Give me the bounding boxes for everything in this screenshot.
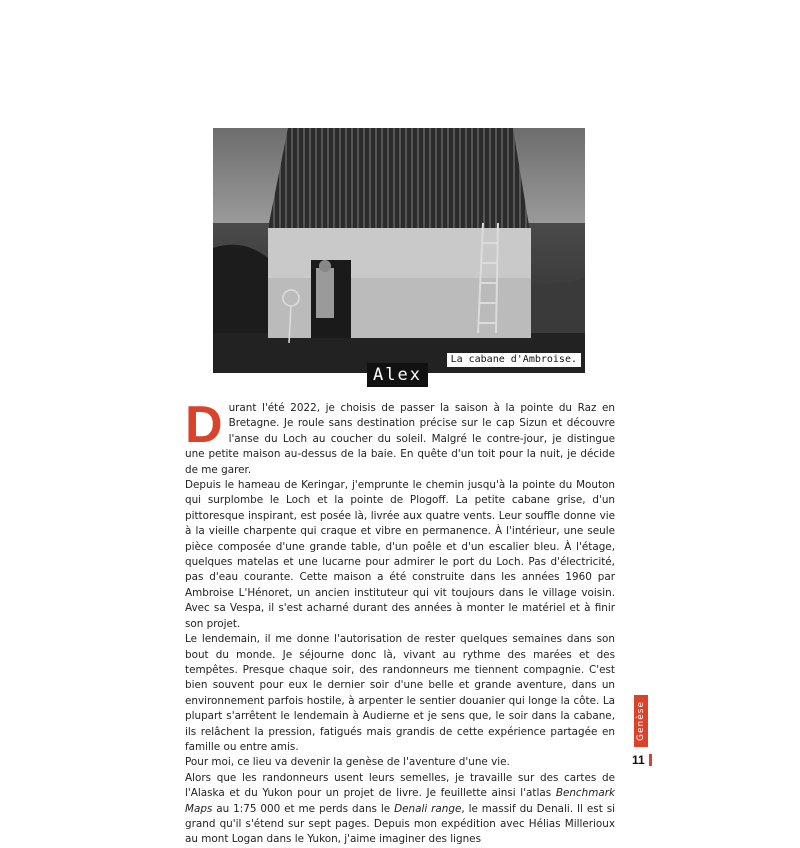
paragraph-4: Pour moi, ce lieu va devenir la genèse de l'aventure d'une vie. (185, 756, 510, 769)
paragraph-1 (185, 396, 615, 478)
article-body (185, 396, 616, 848)
paragraph-5-part1: Alors que les randonneurs usent leurs semelles, je travaille sur des cartes de l'Alaska et du Yukon pour un projet de livre. Je feuillette ainsi l'atlas (185, 771, 615, 800)
paragraph-5-part3: , le massif du Denali. Il est si grand qu'il s'étend sur sept pages. Depuis mon expédition avec Hélias Millerioux au mont Logan dans le Yukon, j'aime imaginer des lignes (185, 802, 616, 846)
page-number: 11 (632, 753, 645, 767)
paragraph-3: Le lendemain, il me donne l'autorisation de rester quelques semaines dans son bout du monde. Je séjourne donc là, vivant au rythme des marées et des tempêtes. Presque chaque soir, des randonneurs me tiennent compagnie. C'est bien souvent pour eux le dernier soir d'une belle et grande aventure, dans un environnement parfois hostile, à arpenter le sentier douanier qui longe la côte. La plupart s'arrêtent le lendemain à Audierne et je sens que, le soir dans la cabane, ils relâchent la pression, fatigués mais grandis de cette expérience partagée en famille ou entre amis. (185, 633, 615, 753)
cabin-photo-illustration (213, 128, 585, 373)
author-name-tag: Alex (367, 363, 428, 387)
range-name: Denali range (394, 802, 462, 815)
paragraph-1-text: urant l'été 2022, je choisis de passer la saison à la pointe du Raz en Bretagne. Je roule sans destination précise sur le cap Sizun et découvre l'anse du Loch au coucher du soleil. Malgré le contre-jour, je distingue une petite maison au-dessus de la baie. En quête d'un toit pour la nuit, je décide de me garer. (185, 402, 615, 476)
atlas-title: Benchmark Maps (185, 787, 615, 815)
paragraph-5 (185, 771, 615, 848)
page-folio (632, 753, 662, 767)
cabin-photo (213, 128, 585, 373)
section-tab (634, 695, 648, 747)
drop-cap: D (185, 396, 223, 454)
section-tab-label: Genèse (636, 701, 646, 741)
photo-caption: La cabane d'Ambroise. (447, 353, 581, 367)
paragraph-5-part2: au 1:75 000 et me perds dans le (212, 802, 395, 815)
paragraph-2: Depuis le hameau de Keringar, j'emprunte le chemin jusqu'à la pointe du Mouton qui surplombe le Loch et la pointe de Plogoff. La petite cabane grise, d'un pittoresque inspirant, est posée là, livrée aux quatre vents. Leur souffle donne vie à la vieille charpente qui craque et vibre en permanence. À l'intérieur, une seule pièce composée d'une grande table, d'un poêle et d'un escalier bleu. À l'étage, quelques matelas et une lucarne pour admirer le port du Loch. Pas d'électricité, pas d'eau courante. Cette maison a été construite dans les années 1960 par Ambroise L'Hénoret, un ancien instituteur qui vit toujours dans le village voisin. Avec sa Vespa, il s'est acharné durant des années à monter le matériel et à finir son projet. (185, 479, 615, 630)
folio-accent-bar (649, 754, 652, 766)
